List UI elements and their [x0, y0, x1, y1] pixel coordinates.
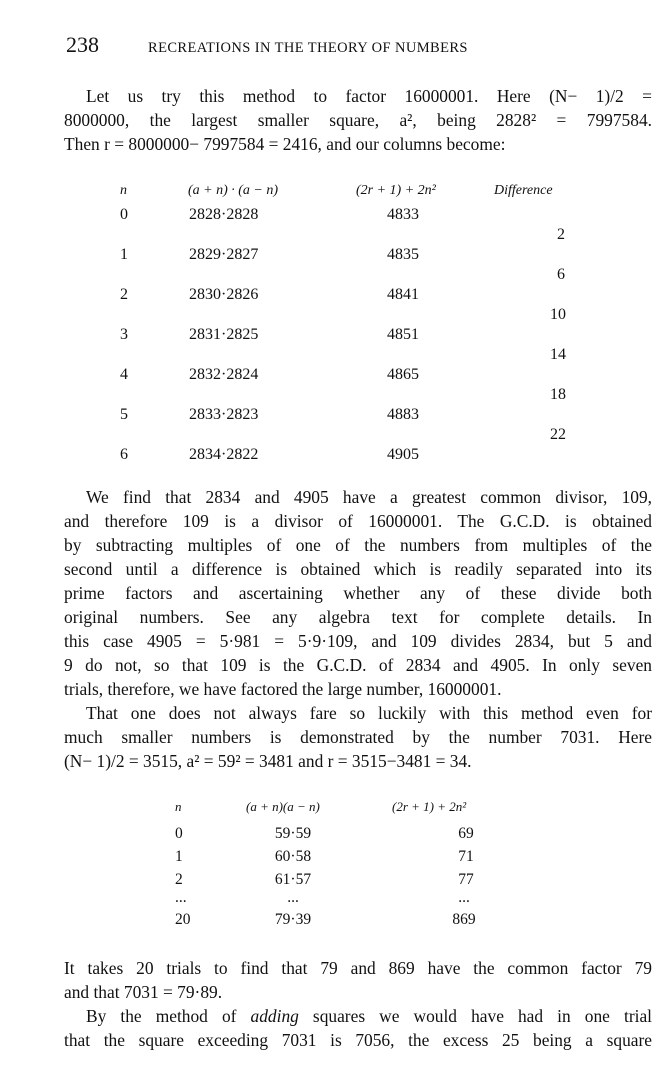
- column-header-product: (a + n) · (a − n): [188, 183, 279, 198]
- row-product: ...: [287, 889, 299, 906]
- difference-value: 2: [557, 226, 565, 243]
- text-line: Let us try this method to factor 16000001. Here (N− 1)/2 =: [86, 86, 652, 106]
- row-n: 2: [120, 286, 128, 303]
- adding-squares-paragraph: [64, 1004, 652, 1052]
- difference-value: 22: [550, 426, 566, 443]
- row-product: 2832·2824: [189, 366, 259, 383]
- text-line: Then r = 8000000− 7997584 = 2416, and our columns become:: [64, 134, 506, 154]
- difference-value: 18: [550, 386, 566, 403]
- row-value: 4835: [387, 246, 419, 263]
- text-line: second until a difference is obtained which is readily separated into its: [64, 559, 652, 579]
- text-line: by subtracting multiples of one of the numbers from multiples of the: [64, 535, 652, 555]
- row-product: 2829·2827: [189, 246, 259, 263]
- row-n: 6: [120, 446, 128, 463]
- text-line: this case 4905 = 5·981 = 5·9·109, and 109 divides 2834, but 5 and: [64, 631, 652, 651]
- row-value: 77: [458, 871, 474, 888]
- row-product: 2834·2822: [189, 446, 259, 463]
- text-line: We find that 2834 and 4905 have a greatest common divisor, 109,: [86, 487, 652, 507]
- column-header-value: (2r + 1) + 2n²: [392, 799, 467, 814]
- text-line: and therefore 109 is a divisor of 16000001. The G.C.D. is obtained: [64, 511, 652, 531]
- text-line: It takes 20 trials to find that 79 and 869 have the common factor 79: [64, 958, 652, 978]
- text-line: By the method of adding squares we would have had in one trial: [86, 1006, 652, 1026]
- row-value: ...: [458, 889, 470, 906]
- trials-paragraph: [64, 956, 652, 1004]
- row-value: 4841: [387, 286, 419, 303]
- text-line: and that 7031 = 79·89.: [64, 982, 223, 1002]
- gcd-paragraph: [64, 485, 652, 701]
- emphasized-word: adding: [250, 1006, 299, 1026]
- row-product: 79·39: [274, 911, 312, 928]
- row-n: ...: [175, 889, 187, 906]
- row-value: 4851: [387, 326, 419, 343]
- page-number: 238: [66, 32, 99, 57]
- row-value: 4833: [387, 206, 419, 223]
- row-n: 1: [120, 246, 128, 263]
- text-line: much smaller numbers is demonstrated by the number 7031. Here: [64, 727, 652, 747]
- row-n: 0: [120, 206, 128, 223]
- row-value: 4865: [387, 366, 419, 383]
- row-n: 0: [175, 825, 183, 842]
- row-n: 5: [120, 406, 128, 423]
- row-product: 2831·2825: [189, 326, 259, 343]
- running-title: RECREATIONS IN THE THEORY OF NUMBERS: [148, 40, 468, 56]
- difference-value: 10: [550, 306, 566, 323]
- text-line: that the square exceeding 7031 is 7056, the excess 25 being a square: [64, 1030, 652, 1050]
- row-product: 2833·2823: [189, 406, 259, 423]
- column-header-difference: Difference: [494, 183, 553, 198]
- row-value: 71: [458, 848, 474, 865]
- row-product: 59·59: [274, 825, 312, 842]
- row-value: 869: [452, 911, 476, 928]
- row-product: 61·57: [274, 871, 312, 888]
- row-n: 20: [175, 911, 191, 928]
- row-n: 2: [175, 871, 183, 888]
- column-header-product: (a + n)(a − n): [246, 799, 320, 814]
- text-line: original numbers. See any algebra text for complete details. In: [64, 607, 652, 627]
- text-line: trials, therefore, we have factored the large number, 16000001.: [64, 679, 502, 699]
- intro-paragraph: [64, 84, 652, 156]
- page-header: [66, 32, 656, 62]
- row-n: 4: [120, 366, 128, 383]
- text-line: prime factors and ascertaining whether any of these divide both: [64, 583, 652, 603]
- row-n: 3: [120, 326, 128, 343]
- row-value: 4883: [387, 406, 419, 423]
- row-product: 60·58: [274, 848, 312, 865]
- text-line: 9 do not, so that 109 is the G.C.D. of 2834 and 4905. In only seven: [64, 655, 652, 675]
- row-product: 2828·2828: [189, 206, 259, 223]
- text-line: That one does not always fare so luckily with this method even for: [86, 703, 652, 723]
- column-header-n: n: [120, 183, 127, 198]
- column-header-n: n: [175, 799, 182, 814]
- row-n: 1: [175, 848, 183, 865]
- text-line: (N− 1)/2 = 3515, a² = 59² = 3481 and r = 3515−3481 = 34.: [64, 751, 472, 771]
- text-line: 8000000, the largest smaller square, a², being 2828² = 7997584.: [64, 110, 652, 130]
- difference-value: 14: [550, 346, 566, 363]
- difference-value: 6: [557, 266, 565, 283]
- row-value: 69: [458, 825, 474, 842]
- example-7031-paragraph: [64, 701, 652, 773]
- row-value: 4905: [387, 446, 419, 463]
- row-product: 2830·2826: [189, 286, 259, 303]
- column-header-value: (2r + 1) + 2n²: [356, 183, 436, 198]
